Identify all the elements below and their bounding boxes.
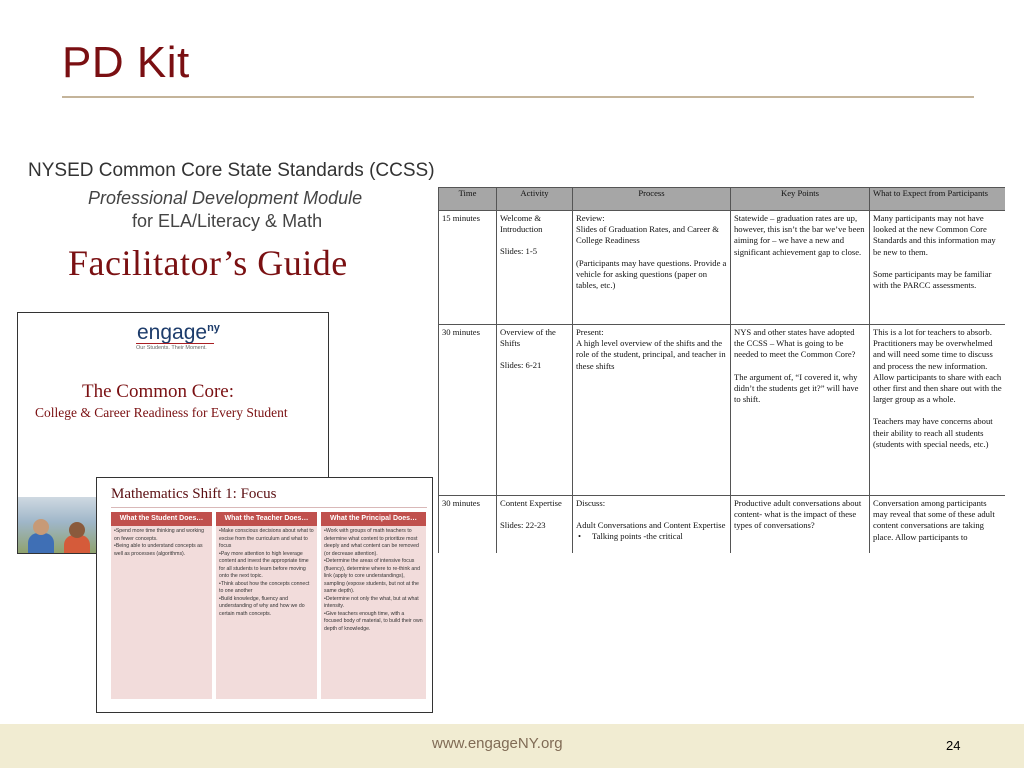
page-number: 24	[946, 738, 961, 753]
photo-figure	[28, 533, 54, 553]
column-line: •Make conscious decisions about what to excise from the curriculum and what to focus	[219, 528, 314, 549]
activity-slides: Slides: 1-5	[500, 246, 538, 257]
column-line: •Give teachers enough time, with a focused body of material, to build their own depth of knowledge.	[324, 610, 423, 632]
agenda-table-container	[438, 187, 1005, 553]
cell-activity	[497, 325, 573, 496]
cell-time: 30 minutes	[439, 496, 497, 554]
activity-slides: Slides: 6-21	[500, 360, 542, 371]
logo-underline	[136, 343, 214, 344]
key-points-text: NYS and other states have adopted the CCSS – What is going to be needed to meet the Common Core?	[734, 327, 856, 360]
cell-expect	[870, 496, 1006, 554]
engageny-tagline: Our Students. Their Moment.	[136, 345, 207, 351]
cell-process	[573, 325, 731, 496]
cell-key-points	[731, 325, 870, 496]
guide-subject-line: for ELA/Literacy & Math	[132, 211, 323, 231]
activity-slides: Slides: 22-23	[500, 520, 546, 531]
column-line: •Build knowledge, fluency and understanding of why and how we do certain math concepts.	[219, 595, 305, 617]
process-text: Adult Conversations and Content Expertise	[576, 520, 726, 531]
key-points-text: The argument of, “I covered it, why didn’t the students get it?” will have to shift.	[734, 371, 859, 405]
common-core-title: The Common Core:	[82, 381, 234, 402]
process-bullet: • Talking points -the critical	[576, 531, 727, 542]
math-shift-card	[96, 477, 433, 713]
process-label: Review:	[576, 213, 605, 223]
column-line: •Work with groups of math teachers to determine what content to prioritize most deeply and what content can be removed (or decrease attention).	[324, 528, 419, 557]
teacher-column	[216, 512, 317, 699]
math-title-rule	[111, 507, 427, 508]
process-label: Present:	[576, 327, 604, 337]
common-core-subtitle: College & Career Readiness for Every Student	[35, 405, 288, 420]
key-points-text: Statewide – graduation rates are up, however, this isn’t the bar we’ve been aiming for – we have a new and significant achievement gap to close.	[734, 213, 865, 257]
column-header-activity: Activity	[497, 188, 573, 211]
math-shift-title: Mathematics Shift 1: Focus	[111, 486, 277, 502]
activity-name: Content Expertise	[500, 498, 562, 508]
footer-url: www.engageNY.org	[432, 735, 563, 752]
cell-expect	[870, 211, 1006, 325]
photo-face	[69, 522, 85, 538]
expect-text: Teachers may have concerns about their ability to reach all students (students with special needs, etc.)	[873, 416, 993, 449]
column-header-expect: What to Expect from Participants	[870, 188, 1006, 211]
guide-title: Facilitator’s Guide	[68, 243, 348, 283]
column-line: •Spend more time thinking and working on fewer concepts.	[114, 528, 205, 542]
process-label: Discuss:	[576, 498, 606, 508]
column-line: •Determine not only the what, but at what intensity.	[324, 595, 419, 609]
table-row	[439, 325, 1006, 496]
title-divider	[62, 96, 974, 98]
activity-name: Overview of the Shifts	[500, 327, 556, 349]
principal-column-header: What the Principal Does…	[321, 512, 426, 526]
student-column	[111, 512, 212, 699]
principal-column	[321, 512, 426, 699]
slide-title: PD Kit	[62, 38, 190, 87]
expect-text: This is a lot for teachers to absorb. Practitioners may be overwhelmed and will need some time to discuss and process the new information. Allow participants to share with each other first and then share out with the larger group as a whole.	[873, 327, 1002, 405]
expect-text: Some participants may be familiar with the PARCC assessments.	[873, 268, 992, 291]
column-header-time: Time	[439, 188, 497, 211]
student-column-header: What the Student Does…	[111, 512, 212, 526]
teacher-column-header: What the Teacher Does…	[216, 512, 317, 526]
column-header-process: Process	[573, 188, 731, 211]
cell-key-points	[731, 496, 870, 554]
agenda-table	[438, 187, 1005, 553]
process-note: (Participants may have questions. Provide a vehicle for asking questions (paper on tables, etc.)	[576, 257, 727, 291]
classroom-photo	[18, 497, 98, 553]
table-row	[439, 211, 1006, 325]
guide-module-line: Professional Development Module	[88, 188, 363, 208]
photo-face	[33, 519, 49, 535]
expect-text: Conversation among participants may reveal that some of these adult content conversations are taking place. Allow participants to	[873, 498, 995, 542]
process-text: Slides of Graduation Rates, and Career & College Readiness	[576, 224, 719, 246]
guide-header-line: NYSED Common Core State Standards (CCSS)	[28, 160, 435, 181]
process-text: A high level overview of the shifts and the role of the student, principal, and teacher in these shifts	[576, 338, 726, 371]
column-line: •Determine the areas of intensive focus (fluency), determine where to re-think and link (apply to core understandings), sampling (expose students, but not at the same depth).	[324, 558, 421, 594]
cell-activity	[497, 211, 573, 325]
activity-name: Welcome & Introduction	[500, 213, 543, 235]
column-line: •Being able to understand concepts as well as processes (algorithms).	[114, 543, 203, 557]
expect-text: Many participants may not have looked at the new Common Core Standards and this information may be new to them.	[873, 213, 996, 257]
cell-time: 15 minutes	[439, 211, 497, 325]
cell-activity	[497, 496, 573, 554]
column-line: •Think about how the concepts connect to one another	[219, 580, 310, 594]
table-header-row	[439, 188, 1006, 211]
cell-time: 30 minutes	[439, 325, 497, 496]
column-line: •Pay more attention to high leverage content and invest the appropriate time for all students to learn before moving onto the next topic.	[219, 550, 309, 579]
cell-key-points	[731, 211, 870, 325]
key-points-text: Productive adult conversations about content- what is the impact of these types of conversations?	[734, 498, 862, 531]
table-row	[439, 496, 1006, 554]
engageny-logo: engage$^{ny}$	[137, 321, 220, 344]
cell-process	[573, 211, 731, 325]
column-header-key-points: Key Points	[731, 188, 870, 211]
cell-expect	[870, 325, 1006, 496]
cell-process	[573, 496, 731, 554]
